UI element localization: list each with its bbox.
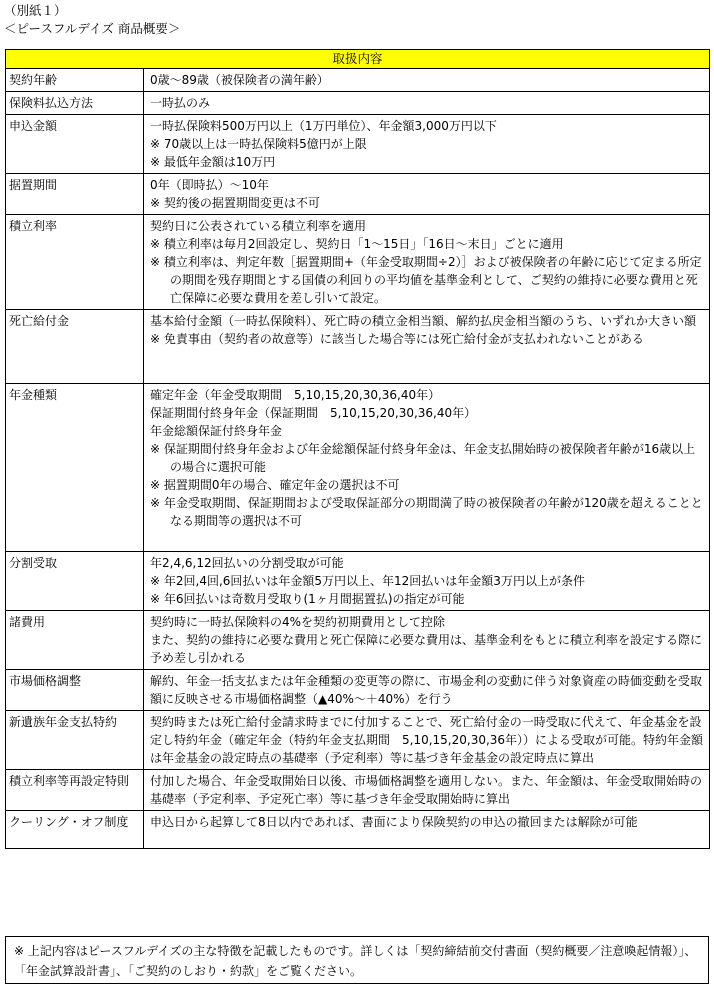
value-line: 年金総額保証付終身年金 xyxy=(150,424,283,438)
note-line: ※ 年2回,4回,6回払いは年金額5万円以上、年12回払いは年金額3万円以上が条件 xyxy=(150,574,585,588)
row-label: 積立利率等再設定特則 xyxy=(6,770,144,811)
row-value xyxy=(144,552,710,611)
table-row xyxy=(6,174,710,215)
attachment-label: （別紙１） xyxy=(4,3,67,18)
row-label: 死亡給付金 xyxy=(6,310,144,384)
row-label: 年金種類 xyxy=(6,384,144,552)
value-line: また、契約の維持に必要な費用と死亡保障に必要な費用は、基準金利をもとに積立利率を設定する際に予め差し引かれる xyxy=(150,633,703,665)
value-line: 0年（即時払）～10年 xyxy=(150,178,269,192)
value-line: 付加した場合、年金受取開始日以後、市場価格調整を適用しない。また、年金額は、年金受取開始時の基礎率（予定利率、予定死亡率）等に基づき年金受取開始時に算出 xyxy=(150,774,703,806)
row-label: 新遺族年金支払特約 xyxy=(6,711,144,770)
row-label: 市場価格調整 xyxy=(6,670,144,711)
row-value xyxy=(144,174,710,215)
footnote: ※ 上記内容はピースフルデイズの主な特徴を記載したものです。詳しくは「契約締結前交付書面（契約概要／注意喚起情報）」、「年金試算設計書」、「ご契約のしおり・約款」をご覧ください。 xyxy=(5,936,709,984)
row-label: 保険料払込方法 xyxy=(6,92,144,115)
note-line: ※ 免責事由（契約者の故意等）に該当した場合等には死亡給付金が支払われないことがある xyxy=(150,332,644,346)
table-row xyxy=(6,92,710,115)
note-line: ※ 年6回払いは奇数月受取り(1ヶ月間据置払)の指定が可能 xyxy=(150,592,465,606)
row-value xyxy=(144,310,710,384)
note-line: ※ 積立利率は毎月2回設定し、契約日「1～15日」「16日～末日」ごとに適用 xyxy=(150,237,564,251)
table-row xyxy=(6,310,710,384)
table-row xyxy=(6,811,710,849)
row-value xyxy=(144,92,710,115)
table-row xyxy=(6,215,710,310)
note-line: ※ 積立利率は、判定年数［据置期間+（年金受取期間÷2）］および被保険者の年齢に応じて定まる所定の期間を残存期間とする国債の利回りの平均値を基準金利として、ご契約の維持に必要な費用と死亡保障に必要な費用を差し引いて設定。 xyxy=(150,255,702,305)
value-line: 0歳～89歳（被保険者の満年齢） xyxy=(150,73,329,87)
row-label: 申込金額 xyxy=(6,115,144,174)
table-title-row xyxy=(6,50,710,69)
table-row xyxy=(6,69,710,92)
value-line: 一時払のみ xyxy=(150,96,211,110)
note-line: ※ 最低年金額は10万円 xyxy=(150,155,276,169)
row-label: クーリング・オフ制度 xyxy=(6,811,144,849)
table-title: 取扱内容 xyxy=(6,50,710,69)
note-line: ※ 年金受取期間、保証期間および受取保証部分の期間満了時の被保険者の年齢が120歳を超えることとなる期間等の選択は不可 xyxy=(150,496,703,528)
row-label: 据置期間 xyxy=(6,174,144,215)
row-value xyxy=(144,670,710,711)
row-value xyxy=(144,115,710,174)
page-title: ＜ピースフルデイズ 商品概要＞ xyxy=(4,21,181,36)
table-row xyxy=(6,711,710,770)
value-line: 解約、年金一括支払または年金種類の変更等の際に、市場金利の変動に伴う対象資産の時価変動を受取額に反映させる市場価格調整（▲40%～＋40%）を行う xyxy=(150,674,703,706)
note-line: ※ 保証期間付終身年金および年金総額保証付終身年金は、年金支払開始時の被保険者年齢が16歳以上の場合に選択可能 xyxy=(150,442,696,474)
value-line: 申込日から起算して8日以内であれば、書面により保険契約の申込の撤回または解除が可能 xyxy=(150,815,638,829)
table-row xyxy=(6,670,710,711)
row-label: 諸費用 xyxy=(6,611,144,670)
table-row xyxy=(6,770,710,811)
row-label: 契約年齢 xyxy=(6,69,144,92)
row-label: 積立利率 xyxy=(6,215,144,310)
product-overview-table xyxy=(5,49,710,849)
value-line: 契約時に一時払保険料の4%を契約初期費用として控除 xyxy=(150,615,446,629)
table-row xyxy=(6,552,710,611)
value-line: 基本給付金額（一時払保険料）、死亡時の積立金相当額、解約払戻金相当額のうち、いずれか大きい額 xyxy=(150,314,697,328)
table-row xyxy=(6,384,710,552)
note-line: ※ 据置期間0年の場合、確定年金の選択は不可 xyxy=(150,478,400,492)
value-line: 契約日に公表されている積立利率を適用 xyxy=(150,219,367,233)
value-line: 確定年金（年金受取期間 5,10,15,20,30,36,40年） xyxy=(150,388,441,402)
note-line: ※ 契約後の据置期間変更は不可 xyxy=(150,196,320,210)
row-value xyxy=(144,384,710,552)
table-row xyxy=(6,115,710,174)
row-value xyxy=(144,611,710,670)
value-line: 契約時または死亡給付金請求時までに付加することで、死亡給付金の一時受取に代えて、年金基金を設定し特約年金（確定年金（特約年金支払期間 5,10,15,20,30,36年））による受取が可能。特約年金額は年金基金の設定時点の基礎率（予定利率）等に基づき年金基金の設定時点に算出 xyxy=(150,715,704,765)
row-value xyxy=(144,811,710,849)
row-value xyxy=(144,711,710,770)
row-value xyxy=(144,69,710,92)
value-line: 保証期間付終身年金（保証期間 5,10,15,20,30,36,40年） xyxy=(150,406,477,420)
value-line: 年2,4,6,12回払いの分割受取が可能 xyxy=(150,556,344,570)
value-line: 一時払保険料500万円以上（1万円単位）、年金額3,000万円以下 xyxy=(150,119,497,133)
row-value xyxy=(144,770,710,811)
table-row xyxy=(6,611,710,670)
row-value xyxy=(144,215,710,310)
note-line: ※ 70歳以上は一時払保険料5億円が上限 xyxy=(150,137,367,151)
row-label: 分割受取 xyxy=(6,552,144,611)
